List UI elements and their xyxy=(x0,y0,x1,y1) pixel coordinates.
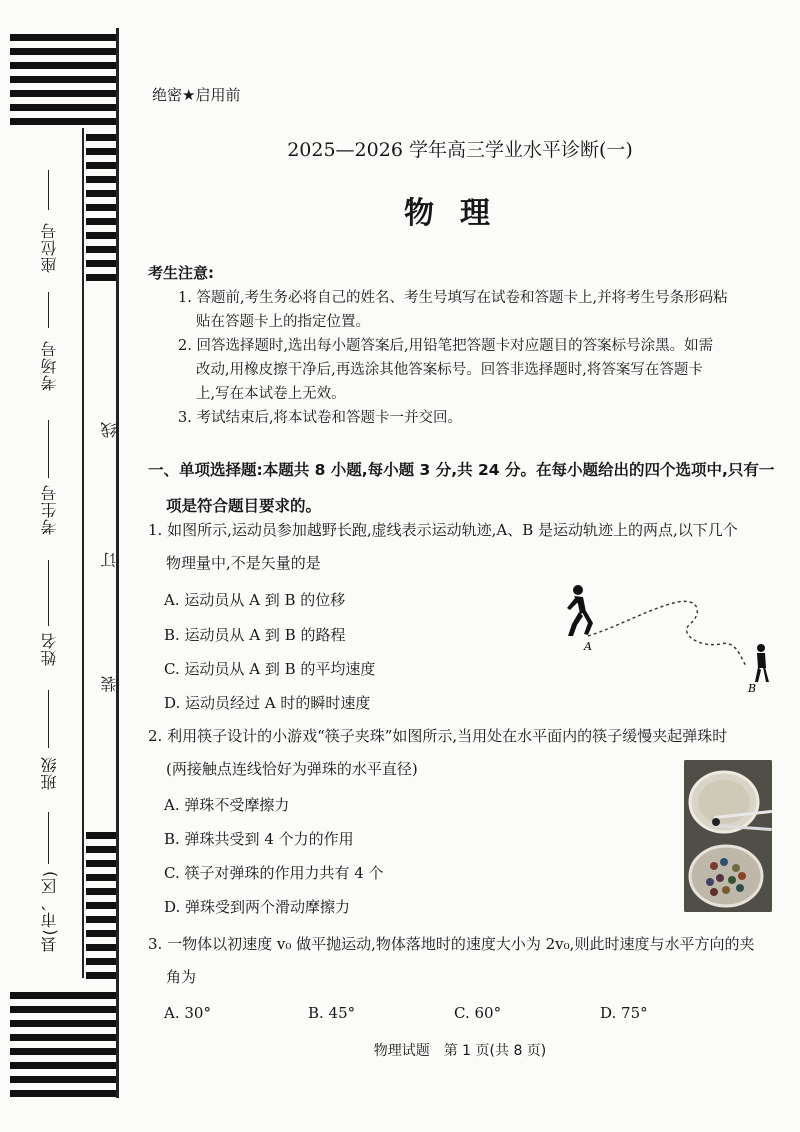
q2-option-a: A. 弹珠不受摩擦力 xyxy=(164,796,290,814)
binding-char-line: 线 xyxy=(100,422,119,438)
q1-option-d: D. 运动员经过 A 时的瞬时速度 xyxy=(164,694,371,712)
question-2-stem-line1: 2. 利用筷子设计的小游戏“筷子夹珠”如图所示,当用处在水平面内的筷子缓慢夹起弹珠时 xyxy=(148,727,728,745)
q3-option-c: C. 60° xyxy=(454,1004,502,1022)
seat-number-label: 座位号 xyxy=(40,222,59,273)
name-label: 姓名 xyxy=(40,632,59,666)
notice-item-2-line2: 改动,用橡皮擦干净后,再选涂其他答案标号。回答非选择题时,将答案写在答题卡 xyxy=(196,362,703,378)
q1-option-b: B. 运动员从 A 到 B 的路程 xyxy=(164,626,346,644)
q2-option-b: B. 弹珠共受到 4 个力的作用 xyxy=(164,830,354,848)
runner-a-icon xyxy=(567,585,593,636)
exam-title: 2025—2026 学年高三学业水平诊断(一) xyxy=(287,139,633,161)
q2-option-c: C. 筷子对弹珠的作用力共有 4 个 xyxy=(164,864,384,882)
subject-title: 物理 xyxy=(404,196,516,231)
page-footer: 物理试题 第 1 页(共 8 页) xyxy=(373,1043,547,1059)
question-1-stem-line2: 物理量中,不是矢量的是 xyxy=(166,554,321,572)
q3-option-a: A. 30° xyxy=(164,1004,211,1022)
class-label: 班级 xyxy=(40,756,59,790)
point-b-label: B xyxy=(748,682,757,695)
question-1 xyxy=(148,514,778,580)
binding-char-bind: 装 xyxy=(100,676,119,692)
room-blank-line xyxy=(48,292,49,328)
binding-char-staple: 订 xyxy=(100,552,119,568)
runner-b-icon xyxy=(755,644,769,682)
trajectory-path xyxy=(588,601,746,666)
question-3-stem-line1: 3. 一物体以初速度 v₀ 做平抛运动,物体落地时的速度大小为 2v₀,则此时速度与水平方向的夹 xyxy=(148,935,755,953)
notice-item-1-line2: 贴在答题卡上的指定位置。 xyxy=(196,314,370,330)
notice-heading: 考生注意: xyxy=(148,264,214,282)
question-2-stem-line2: (两接触点连线恰好为弹珠的水平直径) xyxy=(166,760,418,778)
notice-item xyxy=(178,406,778,430)
q3-option-d: D. 75° xyxy=(600,1004,648,1022)
name-blank-line xyxy=(48,560,49,626)
candidate-number-label: 考生号 xyxy=(40,484,59,535)
notice-item xyxy=(178,286,778,334)
point-a-label: A xyxy=(584,640,592,653)
q1-option-a: A. 运动员从 A 到 B 的位移 xyxy=(164,591,346,609)
confidential-label: 绝密★启用前 xyxy=(152,86,241,104)
q1-option-c: C. 运动员从 A 到 B 的平均速度 xyxy=(164,660,376,678)
q2-option-d: D. 弹珠受到两个滑动摩擦力 xyxy=(164,898,351,916)
candidate-blank-line xyxy=(48,420,49,478)
question-1-stem-line1: 1. 如图所示,运动员参加越野长跑,虚线表示运动轨迹,A、B 是运动轨迹上的两点,以下几个 xyxy=(148,521,738,539)
notice-list xyxy=(178,286,778,430)
notice-item-3-line1: 3. 考试结束后,将本试卷和答题卡一并交回。 xyxy=(178,410,463,426)
section-heading-line2: 项是符合题目要求的。 xyxy=(166,497,322,515)
county-label: 县(市、区) xyxy=(40,870,59,953)
notice-item xyxy=(178,334,778,406)
q3-option-b: B. 45° xyxy=(308,1004,356,1022)
county-blank-line xyxy=(48,812,49,864)
section-heading-line1: 一、单项选择题:本题共 8 小题,每小题 3 分,共 24 分。在每小题给出的四个选项中,只有一 xyxy=(148,461,775,479)
chopsticks-marble-photo xyxy=(684,760,772,912)
class-blank-line xyxy=(48,690,49,748)
runner-trajectory-figure xyxy=(550,578,780,698)
notice-item-2-line3: 上,写在本试卷上无效。 xyxy=(196,386,346,402)
room-number-label: 考场号 xyxy=(40,340,59,391)
notice-item-1-line1: 1. 答题前,考生务必将自己的姓名、考生号填写在试卷和答题卡上,并将考生号条形码粘 xyxy=(178,290,728,306)
question-3-stem-line2: 角为 xyxy=(166,968,197,986)
notice-item-2-line1: 2. 回答选择题时,选出每小题答案后,用铅笔把答题卡对应题目的答案标号涂黑。如需 xyxy=(178,338,714,354)
binding-inner-line xyxy=(82,128,84,978)
question-3 xyxy=(148,928,778,994)
